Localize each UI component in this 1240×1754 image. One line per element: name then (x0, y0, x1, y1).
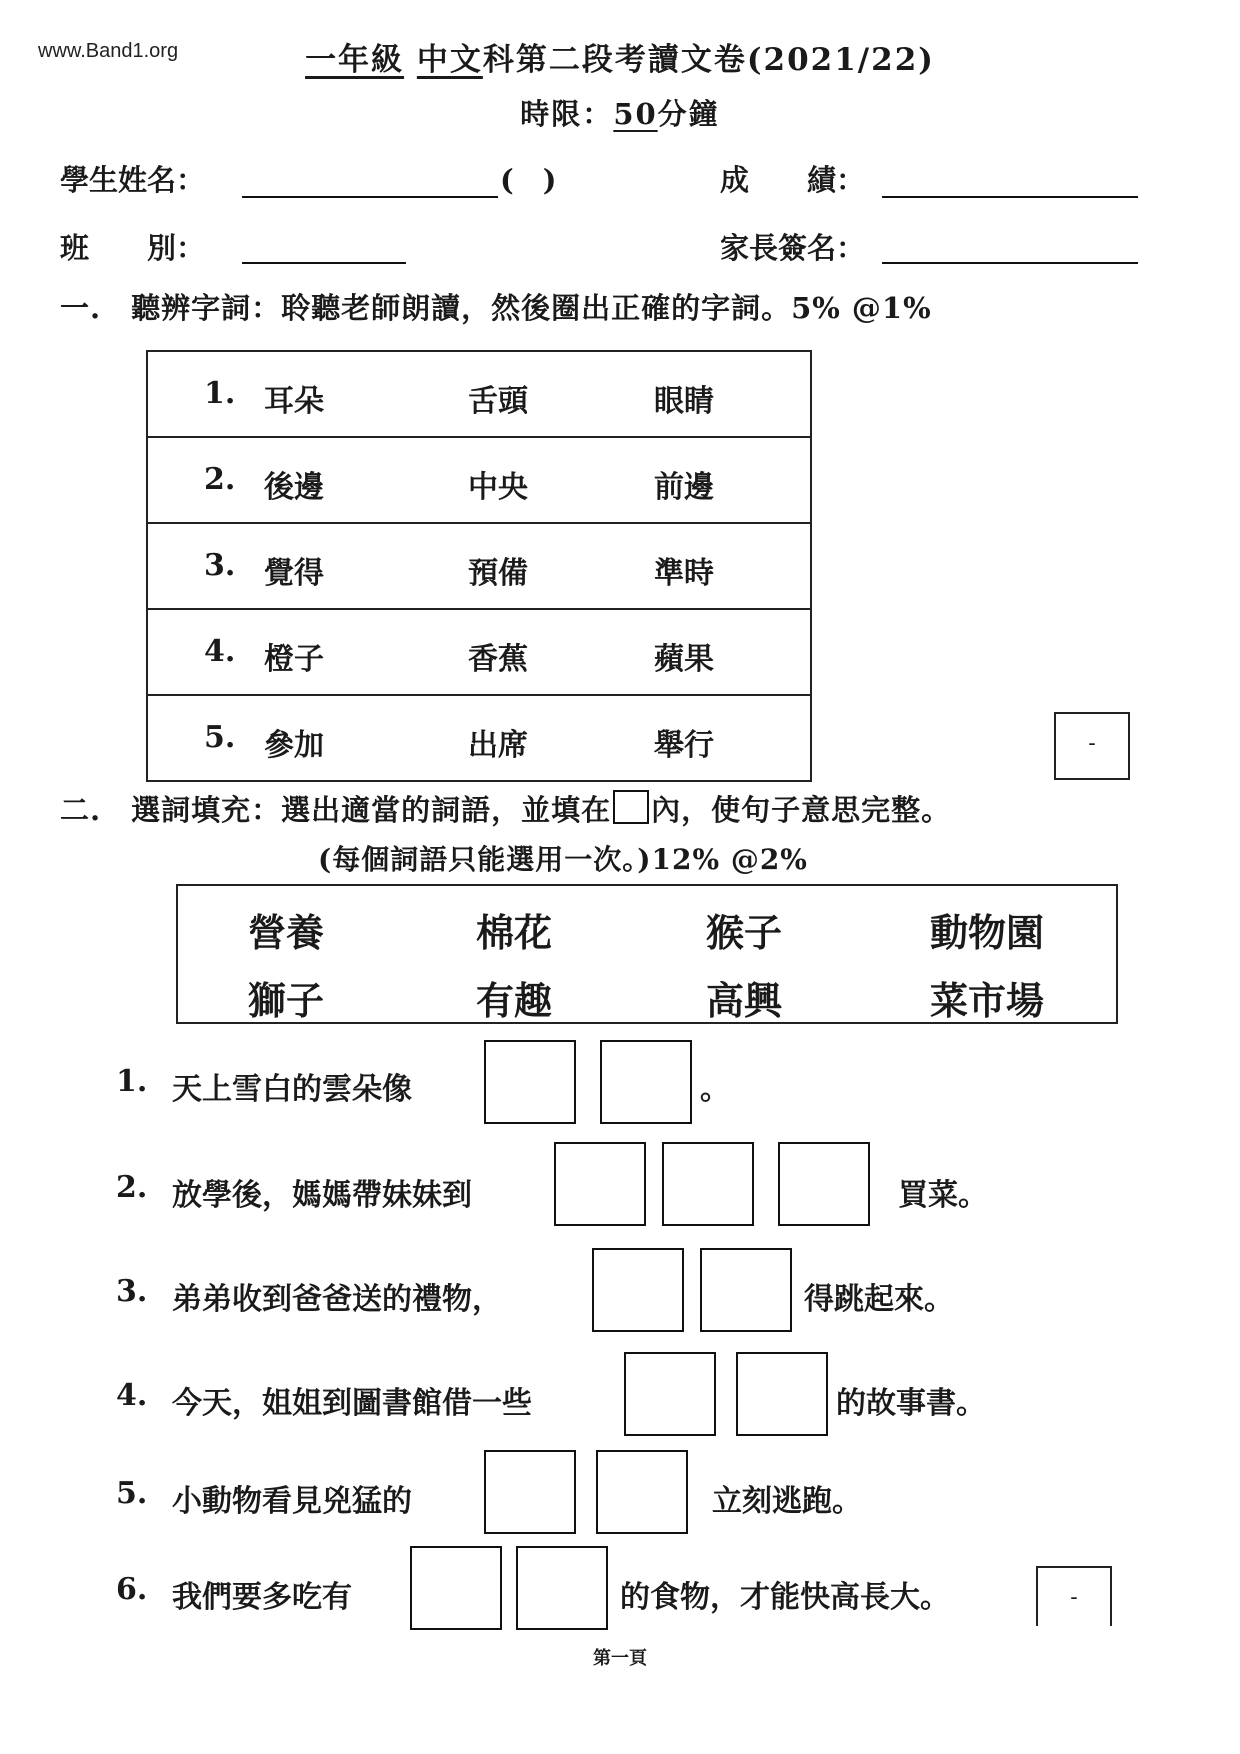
section2-heading-end: 內，使句子意思完整。 (651, 793, 952, 827)
choice-b[interactable]: 香蕉 (468, 642, 528, 677)
section1-heading: 一. 聽辨字詞：聆聽老師朗讀，然後圈出正確的字詞。5% @1% (60, 291, 932, 325)
question-1-text-before: 天上雪白的雲朵像 (172, 1072, 412, 1107)
question-2-text-before: 放學後，媽媽帶妹妹到 (172, 1178, 472, 1213)
question-6-number: 6. (116, 1572, 148, 1607)
word-bank (176, 884, 1118, 1024)
section2-heading-start: 二. 選詞填充：選出適當的詞語，並填在 (60, 793, 612, 827)
question-2-text-after: 買菜。 (898, 1178, 988, 1213)
choice-c[interactable]: 蘋果 (654, 642, 714, 677)
question-4-text-after: 的故事書。 (836, 1386, 986, 1421)
score-label: 成 績： (720, 163, 866, 197)
page-footer: 第一頁 (593, 1648, 647, 1669)
choice-a[interactable]: 後邊 (264, 470, 324, 505)
question-5-number: 5. (116, 1476, 148, 1511)
watermark-url: www.Band1.org (38, 40, 179, 62)
time-label: 時限： (520, 97, 614, 131)
class-blank[interactable] (242, 262, 406, 264)
word-bank-item: 高興 (706, 978, 783, 1023)
question-6-answer-box[interactable] (410, 1546, 502, 1630)
question-6-text-after: 的食物，才能快高長大。 (620, 1580, 950, 1615)
question-1-answer-box[interactable] (600, 1040, 692, 1124)
title-rest: 科第二段考讀文卷(2021/22) (482, 42, 935, 78)
question-5-text-after: 立刻逃跑。 (712, 1484, 862, 1519)
section2-heading (60, 788, 951, 829)
question-2-number: 2. (116, 1170, 148, 1205)
row-number: 2. (204, 462, 236, 497)
time-value: 50 (613, 97, 658, 131)
word-bank-item: 有趣 (476, 978, 553, 1023)
question-1-text-after: 。 (700, 1072, 730, 1107)
row-number: 4. (204, 634, 236, 669)
row-number: 1. (204, 376, 236, 411)
section2-note: (每個詞語只能選用一次。)12% @2% (318, 843, 808, 876)
question-3-answer-box[interactable] (592, 1248, 684, 1332)
question-4-answer-box[interactable] (624, 1352, 716, 1436)
inline-box-icon (613, 790, 649, 824)
question-2-answer-box[interactable] (554, 1142, 646, 1226)
choice-c[interactable]: 眼睛 (654, 384, 714, 419)
page-title (0, 34, 1240, 79)
choice-a[interactable]: 覺得 (264, 556, 324, 591)
listening-table (146, 350, 812, 782)
question-2-answer-box[interactable] (662, 1142, 754, 1226)
word-bank-item: 營養 (248, 910, 325, 955)
question-5-answer-box[interactable] (484, 1450, 576, 1534)
question-4-answer-box[interactable] (736, 1352, 828, 1436)
question-5-text-before: 小動物看見兇猛的 (172, 1484, 412, 1519)
question-4-text-before: 今天，姐姐到圖書館借一些 (172, 1386, 532, 1421)
time-limit (0, 92, 1240, 133)
time-unit: 分鐘 (657, 97, 720, 131)
question-6-text-before: 我們要多吃有 (172, 1580, 352, 1615)
student-name-label: 學生姓名： (60, 163, 206, 197)
row-number: 3. (204, 548, 236, 583)
question-1-answer-box[interactable] (484, 1040, 576, 1124)
question-4-number: 4. (116, 1378, 148, 1413)
listening-row-1 (148, 352, 810, 438)
title-subject: 中文 (416, 42, 483, 78)
question-5-answer-box[interactable] (596, 1450, 688, 1534)
word-bank-item: 猴子 (706, 910, 783, 955)
listening-row-5 (148, 696, 810, 782)
question-1-number: 1. (116, 1064, 148, 1099)
word-bank-item: 動物園 (930, 910, 1045, 955)
question-2-answer-box[interactable] (778, 1142, 870, 1226)
class-label: 班 別： (60, 231, 206, 265)
question-3-number: 3. (116, 1274, 148, 1309)
question-3-text-before: 弟弟收到爸爸送的禮物， (172, 1282, 502, 1317)
section1-score-box[interactable]: - (1054, 712, 1130, 780)
title-spacer (404, 42, 417, 78)
section2-score-box[interactable]: - (1036, 1566, 1112, 1626)
word-bank-item: 菜市場 (930, 978, 1045, 1023)
choice-c[interactable]: 舉行 (654, 728, 714, 763)
choice-b[interactable]: 舌頭 (468, 384, 528, 419)
listening-row-3 (148, 524, 810, 610)
title-grade: 一年級 (305, 42, 405, 78)
parent-signature-label: 家長簽名： (720, 231, 866, 265)
parent-signature-blank[interactable] (882, 262, 1138, 264)
word-bank-item: 棉花 (476, 910, 553, 955)
choice-b[interactable]: 預備 (468, 556, 528, 591)
student-name-blank[interactable] (242, 196, 498, 198)
score-blank[interactable] (882, 196, 1138, 198)
row-number: 5. (204, 720, 236, 755)
choice-b[interactable]: 出席 (468, 728, 528, 763)
choice-a[interactable]: 參加 (264, 728, 324, 763)
listening-row-4 (148, 610, 810, 696)
choice-a[interactable]: 耳朵 (264, 384, 324, 419)
choice-c[interactable]: 前邊 (654, 470, 714, 505)
choice-b[interactable]: 中央 (468, 470, 528, 505)
class-number-bracket: ( ) (500, 163, 557, 197)
question-3-text-after: 得跳起來。 (804, 1282, 954, 1317)
listening-row-2 (148, 438, 810, 524)
word-bank-item: 獅子 (248, 978, 325, 1023)
choice-a[interactable]: 橙子 (264, 642, 324, 677)
question-3-answer-box[interactable] (700, 1248, 792, 1332)
question-6-answer-box[interactable] (516, 1546, 608, 1630)
choice-c[interactable]: 準時 (654, 556, 714, 591)
